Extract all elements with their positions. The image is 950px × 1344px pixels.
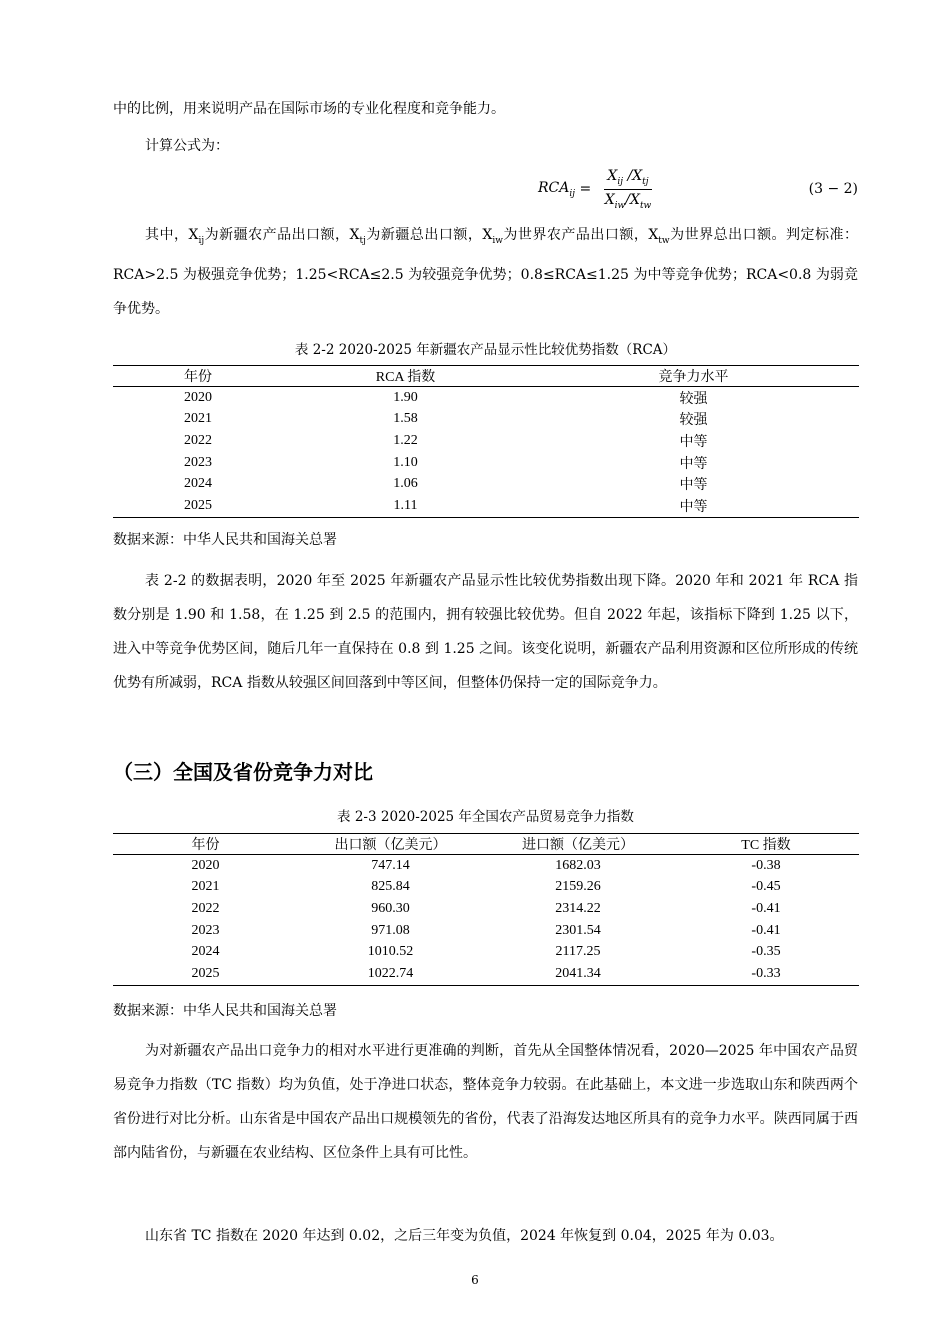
table-cell: -0.33 — [673, 963, 859, 985]
paragraph-shandong: 山东省 TC 指数在 2020 年达到 0.02，之后三年变为负值，2024 年恢复到 0.04，2025 年为 0.03。 — [145, 1228, 784, 1244]
table-cell: 1.06 — [393, 476, 418, 492]
table-cell: 1.90 — [393, 389, 418, 405]
table-cell: 2024 — [191, 944, 220, 960]
table-cell: 1.10 — [393, 454, 418, 470]
column-header: 进口额（亿美元） — [483, 834, 673, 855]
table-cell: 1010.52 — [367, 944, 414, 960]
table-row — [113, 409, 859, 431]
table-header-row — [113, 834, 859, 855]
table-cell: 2025 — [113, 495, 283, 517]
column-header: 出口额（亿美元） — [298, 834, 483, 855]
table-cell: 2023 — [191, 922, 220, 938]
table-cell: 825.84 — [371, 879, 410, 895]
table-cell: 2020 — [184, 389, 212, 405]
table-cell: 2023 — [184, 454, 212, 470]
table-cell: 1.22 — [393, 432, 418, 448]
column-header: TC 指数 — [673, 834, 859, 855]
table-cell: 2021 — [184, 411, 212, 427]
column-header: RCA 指数 — [283, 366, 528, 387]
section-heading: （三）全国及省份竞争力对比 — [113, 760, 373, 784]
equation-number: (3 − 2) — [808, 181, 858, 197]
formula-equals: = — [575, 181, 596, 198]
table-2-2 — [113, 365, 859, 518]
paragraph-analysis-rca: 表 2-2 的数据表明，2020 年至 2025 年新疆农产品显示性比较优势指数出现下降。2020 年和 2021 年 RCA 指数分别是 1.90 和 1.58，在 1.25 到 2.5 的范围内，拥有较强比较优势。但自 2022 年起，该指标下降到 1.25 以下，进入中等竞争优势区间，随后几年一直保持在 0.8 到 1.25 之间。该变化说明，新疆农产品利用资源和区位所形成的传统优势有所减弱，RCA 指数从较强区间回落到中等区间，但整体仍保持一定的国际竞争力。 — [113, 573, 858, 691]
formula-numerator: $X_{ij}$ $/X_{tj}$ — [604, 168, 651, 190]
table-row — [113, 941, 859, 963]
paragraph-definition: 其中，$X_{ij}$为新疆农产品出口额，$X_{tj}$为新疆总出口额，$X_{iw}$为世界农产品出口额，$X_{tw}$为世界总出口额。判定标准：RCA>2.5 为极强竞争优势；1.25<RCA≤2.5 为较强竞争优势；0.8≤RCA≤1.25 为中等竞争优势；RCA<0.8 为弱竞争优势。 — [113, 227, 859, 317]
table-cell: 2314.22 — [555, 900, 601, 916]
formula-lhs: $RCA_{ij}$ — [538, 179, 576, 199]
paragraph-intro-tail: 中的比例，用来说明产品在国际市场的专业化程度和竞争能力。 — [113, 101, 505, 117]
table-row — [113, 963, 859, 985]
table-cell: 2021 — [191, 879, 220, 895]
table-cell: 中等 — [679, 434, 708, 450]
table-row — [113, 430, 859, 452]
table-cell: -0.38 — [751, 857, 781, 873]
table-2-3-source: 数据来源：中华人民共和国海关总署 — [113, 1003, 337, 1019]
table-cell: -0.35 — [751, 944, 781, 960]
table-cell: 2024 — [184, 476, 212, 492]
table-cell: 2022 — [191, 900, 220, 916]
table-cell: 971.08 — [371, 922, 410, 938]
table-2-2-source: 数据来源：中华人民共和国海关总署 — [113, 532, 337, 548]
formula-denominator: $X_{iw}/X_{tw}$ — [604, 191, 652, 211]
equation-block — [113, 166, 858, 216]
column-header: 年份 — [113, 366, 283, 387]
table-cell: 2159.26 — [555, 879, 601, 895]
table-cell: 960.30 — [371, 900, 410, 916]
table-cell: 1022.74 — [298, 963, 483, 985]
table-row — [113, 387, 859, 409]
table-2-2-caption: 表 2-2 2020-2025 年新疆农产品显示性比较优势指数（RCA） — [294, 342, 677, 358]
table-cell: 1.11 — [283, 495, 528, 517]
table-cell: 2022 — [184, 432, 212, 448]
table-cell: 中等 — [528, 495, 859, 517]
table-cell: 2020 — [191, 857, 220, 873]
formula-fraction — [602, 168, 655, 211]
table-cell: -0.41 — [751, 900, 781, 916]
table-row — [113, 898, 859, 920]
column-header: 年份 — [113, 834, 298, 855]
table-cell: 较强 — [679, 413, 708, 429]
table-row — [113, 473, 859, 495]
table-cell: 中等 — [679, 456, 708, 472]
table-row — [113, 877, 859, 899]
page-number: 6 — [471, 1273, 479, 1287]
column-header: 竞争力水平 — [528, 366, 859, 387]
table-cell: 1682.03 — [555, 857, 601, 873]
table-2-3-caption: 表 2-3 2020-2025 年全国农产品贸易竞争力指数 — [337, 809, 634, 825]
table-row — [113, 920, 859, 942]
table-cell: 2117.25 — [555, 944, 601, 960]
table-cell: 中等 — [679, 478, 708, 494]
table-row — [113, 452, 859, 474]
table-row — [113, 855, 859, 877]
table-cell: -0.45 — [751, 879, 781, 895]
rca-formula — [538, 168, 654, 211]
formula-intro: 计算公式为： — [145, 138, 229, 154]
table-2-3 — [113, 833, 859, 986]
table-cell: 747.14 — [371, 857, 410, 873]
table-row — [113, 495, 859, 517]
table-header-row — [113, 366, 859, 387]
table-cell: -0.41 — [751, 922, 781, 938]
paragraph-analysis-tc: 为对新疆农产品出口竞争力的相对水平进行更准确的判断，首先从全国整体情况看，2020—2025 年中国农产品贸易竞争力指数（TC 指数）均为负值，处于净进口状态，整体竞争力较弱。在此基础上，本文进一步选取山东和陕西两个省份进行对比分析。山东省是中国农产品出口规模领先的省份，代表了沿海发达地区所具有的竞争力水平。陕西同属于西部内陆省份，与新疆在农业结构、区位条件上具有可比性。 — [113, 1043, 858, 1161]
table-cell: 较强 — [679, 391, 708, 407]
table-cell: 1.58 — [393, 411, 418, 427]
table-cell: 2025 — [113, 963, 298, 985]
table-cell: 2041.34 — [483, 963, 673, 985]
table-cell: 2301.54 — [555, 922, 601, 938]
